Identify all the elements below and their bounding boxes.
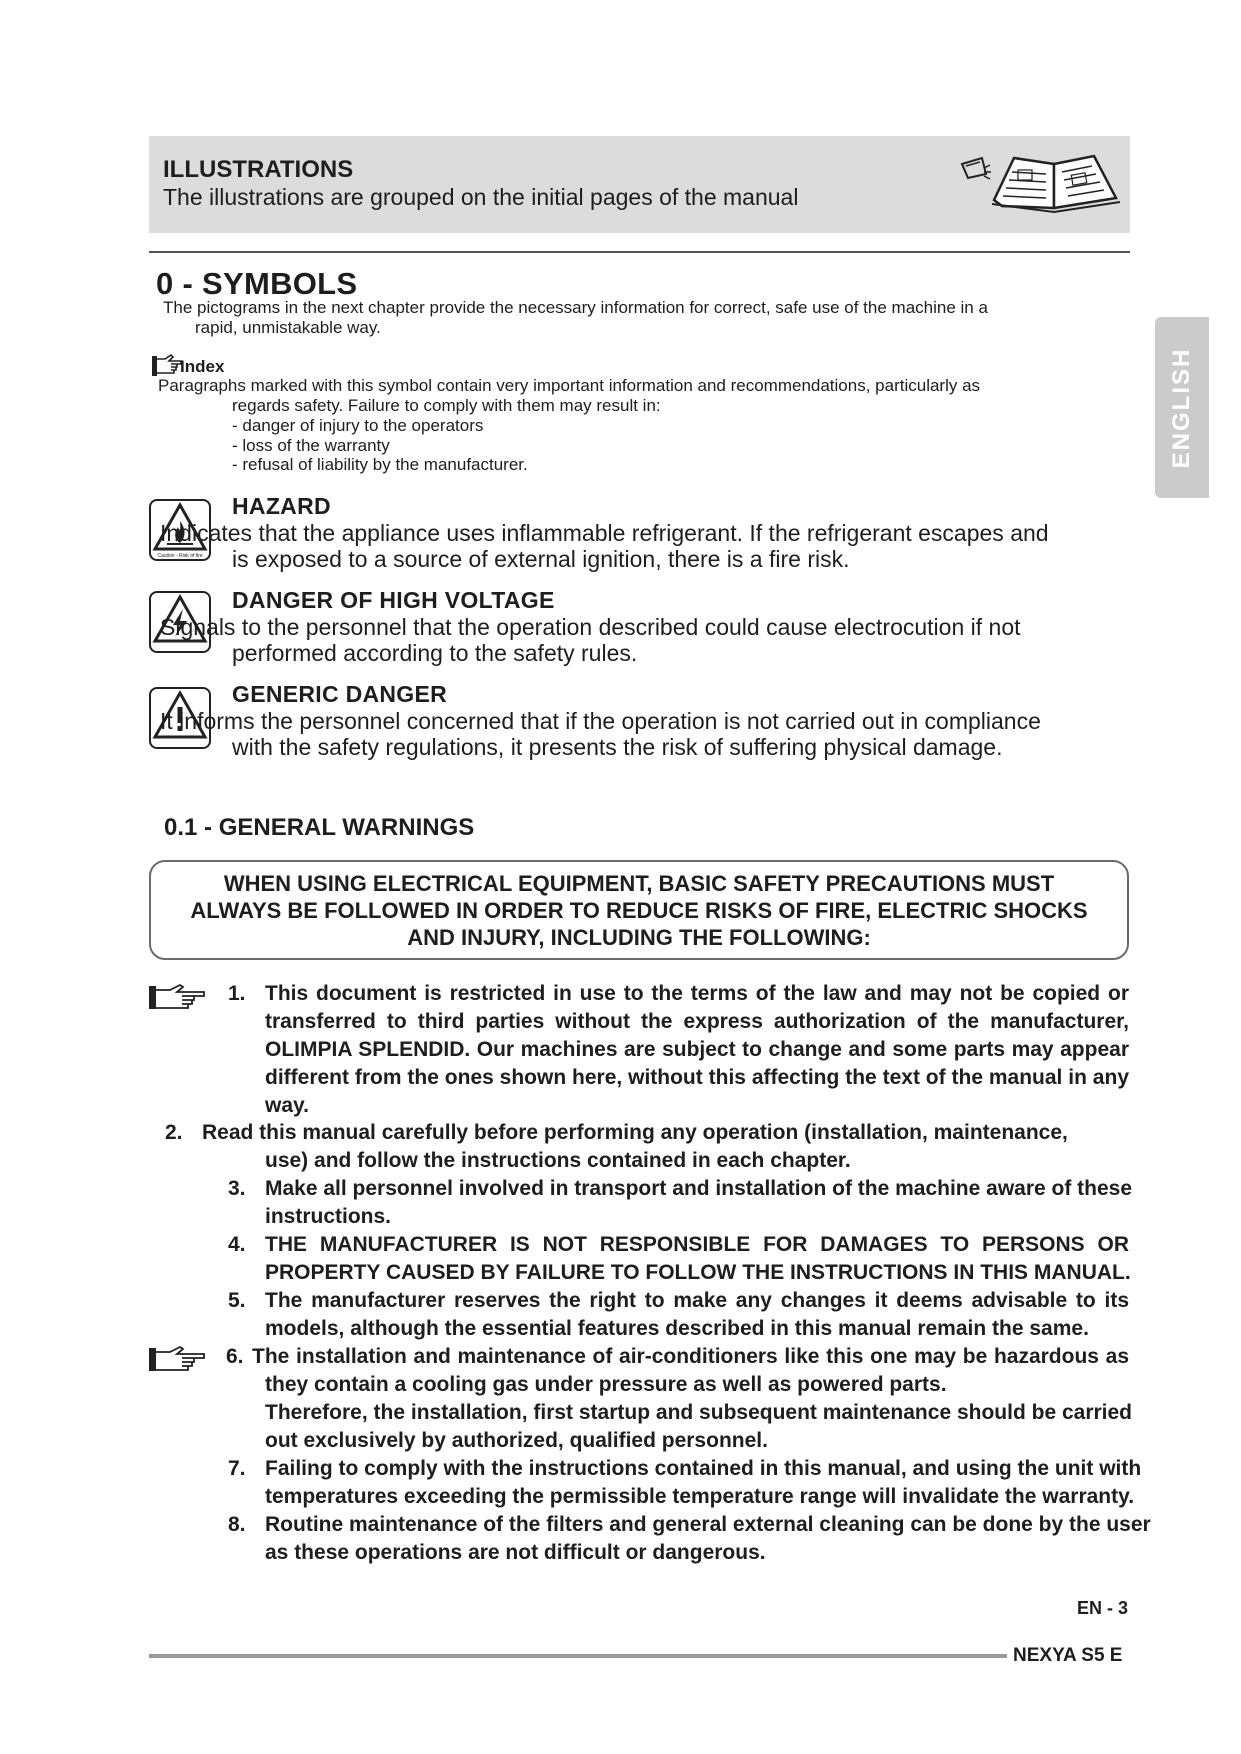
fire-hazard-caption: Caution - Risk of fire (157, 553, 203, 559)
footer-divider (149, 1654, 1007, 1658)
generic-danger-text-line1: It informs the personnel concerned that if the operation is not carried out in compliance (160, 708, 1041, 734)
warning-item-7-line: Failing to comply with the instructions contained in this manual, and using the unit with (265, 1457, 1142, 1480)
warning-item-number: 4. (228, 1233, 246, 1256)
model-name: NEXYA S5 E (1013, 1645, 1123, 1666)
warning-item-1-line: transferred to third parties without the express authorization of the manufacturer, (265, 1010, 1129, 1033)
language-tab-label: ENGLISH (1168, 347, 1195, 468)
top-divider (149, 251, 1130, 253)
language-tab (1155, 317, 1209, 498)
warning-item-4-line: PROPERTY CAUSED BY FAILURE TO FOLLOW THE INSTRUCTIONS IN THIS MANUAL. (265, 1261, 1131, 1284)
warning-item-6-line: out exclusively by authorized, qualified personnel. (265, 1429, 768, 1452)
open-manual-icon (954, 150, 1124, 214)
warning-item-1-line: This document is restricted in use to the terms of the law and may not be copied or (265, 982, 1129, 1005)
warning-item-8-line: as these operations are not difficult or dangerous. (265, 1541, 766, 1564)
generic-danger-text-line2: with the safety regulations, it presents the risk of suffering physical damage. (232, 734, 1003, 760)
symbols-heading: 0 - SYMBOLS (156, 266, 358, 301)
consequence-item: - loss of the warranty (232, 436, 390, 455)
safety-precautions-box (149, 860, 1129, 960)
pointing-hand-icon (148, 983, 208, 1011)
banner-subtitle: The illustrations are grouped on the initial pages of the manual (163, 184, 799, 210)
precautions-line1: WHEN USING ELECTRICAL EQUIPMENT, BASIC SAFETY PRECAUTIONS MUST (223, 870, 1055, 896)
warning-item-6-line: Therefore, the installation, first startup and subsequent maintenance should be carried (265, 1401, 1132, 1424)
symbols-intro-line1: The pictograms in the next chapter provide the necessary information for correct, safe use of the machine in a (163, 298, 988, 317)
pointing-hand-icon (148, 1345, 208, 1373)
warning-item-number: 2. (165, 1121, 183, 1144)
warning-item-3-line: Make all personnel involved in transport and installation of the machine aware of these (265, 1177, 1133, 1200)
warning-item-1-line: way. (265, 1094, 309, 1117)
warning-item-5-line: The manufacturer reserves the right to make any changes it deems advisable to its (265, 1289, 1129, 1312)
illustrations-banner (149, 136, 1130, 233)
hazard-text-line2: is exposed to a source of external ignition, there is a fire risk. (232, 546, 850, 572)
warning-item-5-line: models, although the essential features described in this manual remain the same. (265, 1317, 1089, 1340)
precautions-line2: ALWAYS BE FOLLOWED IN ORDER TO REDUCE RISKS OF FIRE, ELECTRIC SHOCKS (190, 897, 1088, 923)
consequence-item: - danger of injury to the operators (232, 416, 484, 435)
precautions-line3: AND INJURY, INCLUDING THE FOLLOWING: (407, 924, 871, 950)
consequence-item: - refusal of liability by the manufacturer. (232, 455, 528, 474)
high-voltage-title: DANGER OF HIGH VOLTAGE (232, 587, 555, 613)
warning-item-8-line: Routine maintenance of the filters and general external cleaning can be done by the user (265, 1513, 1151, 1536)
warning-item-6-line: they contain a cooling gas under pressure as well as powered parts. (265, 1373, 947, 1396)
warning-item-3-line: instructions. (265, 1205, 392, 1228)
warning-item-7-line: temperatures exceeding the permissible temperature range will invalidate the warranty. (265, 1485, 1135, 1508)
warning-item-number: 7. (228, 1457, 246, 1480)
warning-item-number: 6. (226, 1345, 244, 1368)
warning-item-2-line: Read this manual carefully before performing any operation (installation, maintenance, (202, 1121, 1068, 1144)
banner-title: ILLUSTRATIONS (163, 156, 354, 183)
hazard-text-line1: Indicates that the appliance uses inflammable refrigerant. If the refrigerant escapes and (160, 520, 1049, 546)
warning-item-number: 1. (228, 982, 246, 1005)
general-warnings-heading: 0.1 - GENERAL WARNINGS (164, 814, 475, 841)
index-paragraph-line1: Paragraphs marked with this symbol contain very important information and recommendations, particularly as (158, 376, 981, 395)
warning-item-number: 8. (228, 1513, 246, 1536)
hazard-title: HAZARD (232, 493, 331, 519)
warning-item-number: 3. (228, 1177, 246, 1200)
index-paragraph-line2: regards safety. Failure to comply with them may result in: (232, 396, 661, 415)
index-label: Index (180, 357, 225, 376)
page-number: EN - 3 (1077, 1598, 1129, 1618)
high-voltage-text-line1: Signals to the personnel that the operation described could cause electrocution if not (160, 614, 1021, 640)
symbols-intro-line2: rapid, unmistakable way. (195, 318, 381, 337)
warning-item-2-line: use) and follow the instructions contained in each chapter. (265, 1149, 851, 1172)
warning-item-4-line: THE MANUFACTURER IS NOT RESPONSIBLE FOR DAMAGES TO PERSONS OR (265, 1233, 1129, 1256)
warning-item-1-line: different from the ones shown here, without this affecting the text of the manual in any (265, 1066, 1129, 1089)
generic-danger-title: GENERIC DANGER (232, 681, 448, 707)
warning-item-1-line: OLIMPIA SPLENDID. Our machines are subject to change and some parts may appear (265, 1038, 1129, 1061)
warning-item-number: 5. (228, 1289, 246, 1312)
warning-item-6-line: The installation and maintenance of air-conditioners like this one may be hazardous as (252, 1345, 1129, 1368)
high-voltage-text-line2: performed according to the safety rules. (232, 640, 638, 666)
